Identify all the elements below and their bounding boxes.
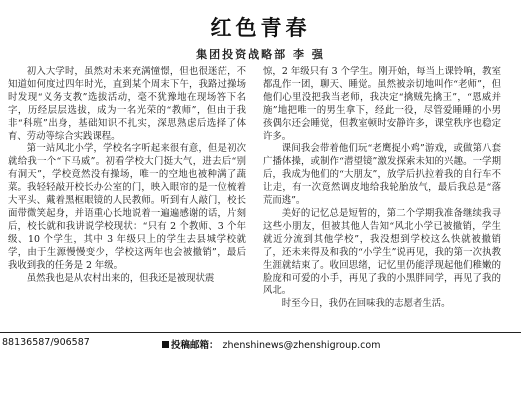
- submission-info: [162, 337, 380, 351]
- square-bullet-icon: [162, 341, 169, 348]
- article-body: [8, 66, 513, 318]
- paragraph: 第一站风北小学，学校名字听起来很有意，但是初次就给我一个“下马威”。初看学校大门挺大气，进去后“别有洞天”，学校竟然没有操场，唯一的空地也被种满了蔬菜。我轻轻敲开校长办公室的门，映入眼帘的是一位梳着大平头、戴着黑框眼镜的人民教师。听到有人敲门，校长面带微笑起身，并语重心长地说着一遍遍感谢的话，片刻后，校长就和我讲说学校现状：“只有 2 个教师、3 个年级、10 个学生，其中 3 年级只上的学生去县城学校就学，由于生源慢慢变少，学校这两年也会被撤销”，最后我收到我的任务是 2 年级。: [8, 143, 246, 271]
- paragraph: 美好的记忆总是短暂的，第二个学期我准备继续我寻这些小朋友，但被其他人告知“风北小学已被撤销，学生就近分流到其他学校”，我没想到学校这么快就被撤销了，还未来得及和我的“小学生”说再见，我的第一次执教生涯就结束了。收回思绪，记忆里仍能浮现起他们稚嫩的脸庞和可爱的小手，再见了我的小黑胖同学，再见了我的风北。: [263, 207, 501, 297]
- article-column-right: [263, 66, 501, 318]
- footer-divider: [0, 332, 521, 333]
- article-byline: 集团投资战略部 李 强: [196, 48, 325, 61]
- submission-label: 投稿邮箱：: [171, 340, 219, 351]
- paragraph: 初入大学时，虽然对未来充满憧憬，但也很迷茫，不知道如何度过四年时光，直到某个周末下午，我路过操场时发现“义务支教”选拔活动，毫不犹豫地在现场答下名字，历经层层选拔，成为一名光荣的“教师”，但由于我非“科班”出身，基础知识不扎实，深思熟虑后选择了体育、劳动等综合实践课程。: [8, 66, 246, 142]
- paragraph: 惊，2 年级只有 3 个学生。刚开始，每当上课铃响，教室都乱作一团，聊天、睡觉。虽然被亲切地叫作“老师”，但他们心里没把我当老师，我决定“擒贼先擒王”，“恩威并施”地把唯一的男生拿下，经此一役，尽管爱睡睡的小男孩偶尔还会睡觉，但教室顿时安静许多，课堂秩序也稳定许多。: [263, 66, 501, 142]
- article-column-left: [8, 66, 246, 318]
- paragraph: 课间我会带着他们玩“老鹰捉小鸡”游戏，或做第八套广播体操，或制作“潜望镜”激发探索未知的兴趣。一学期后，我成为他们的“大朋友”，放学后扒拉着我的自行车不让走，有一次竟然调皮地给我轮胎放气，最后我总是“落荒而逃”。: [263, 143, 501, 207]
- paragraph: 时至今日，我仍在回味我的志愿者生活。: [281, 298, 451, 310]
- paragraph: 虽然我也是从农村出来的，但我还是被现状震: [26, 272, 215, 284]
- article-title: 红色青春: [210, 15, 311, 40]
- submission-email-link[interactable]: zhenshinews@zhenshigroup.com: [222, 340, 381, 351]
- page-footer: [0, 336, 521, 352]
- footer-phone: 88136587/906587: [2, 337, 90, 348]
